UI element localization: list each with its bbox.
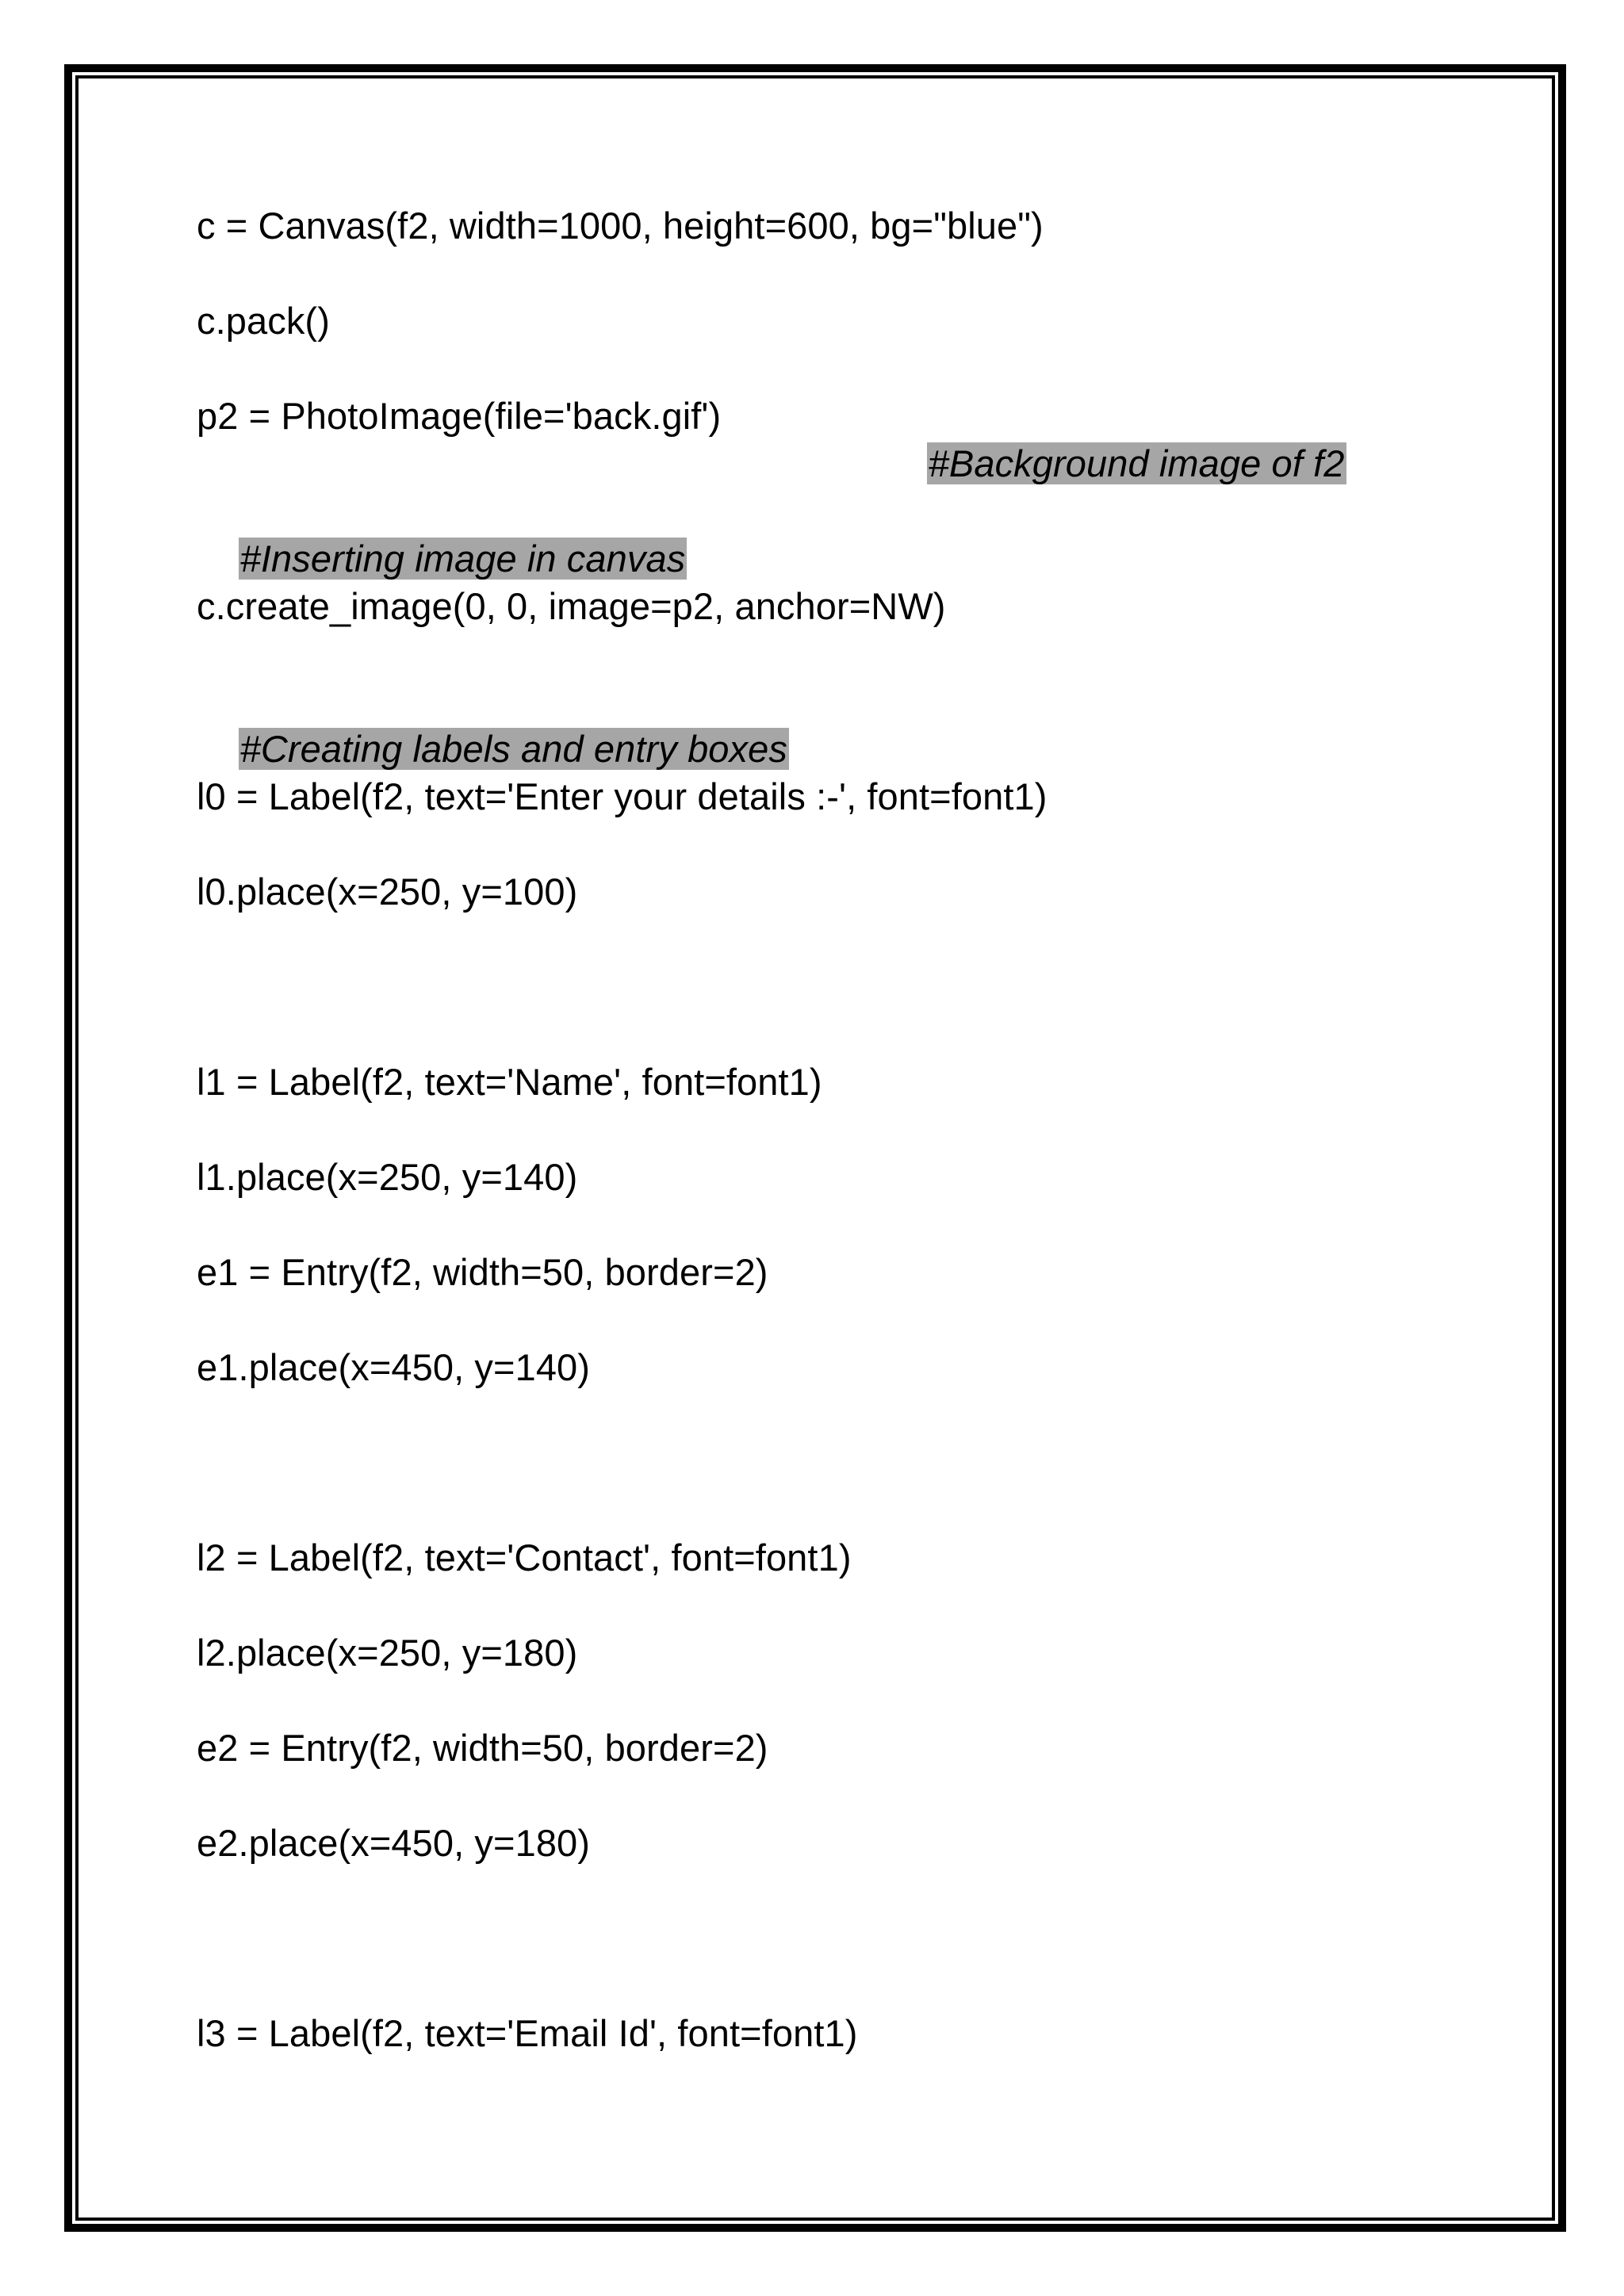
code-line-e1-place: e1.place(x=450, y=140) — [197, 1346, 591, 1388]
code-line-pack: c.pack() — [197, 300, 330, 342]
code-line-l3-label: l3 = Label(f2, text='Email Id', font=font1) — [197, 2012, 858, 2054]
comment-text: #Creating labels and entry boxes — [239, 728, 787, 770]
code-line-l2-label: l2 = Label(f2, text='Contact', font=font1) — [197, 1536, 852, 1578]
code-line-l2-place: l2.place(x=250, y=180) — [197, 1632, 578, 1674]
code-line-l0-label: l0 = Label(f2, text='Enter your details :-', font=font1) — [197, 775, 1048, 817]
code-line-l1-place: l1.place(x=250, y=140) — [197, 1156, 578, 1198]
code-line-e1-entry: e1 = Entry(f2, width=50, border=2) — [197, 1251, 768, 1293]
code-comment-background — [885, 392, 1346, 484]
code-line-create-image: c.create_image(0, 0, image=p2, anchor=NW) — [197, 585, 946, 627]
code-line-l0-place: l0.place(x=250, y=100) — [197, 871, 578, 913]
code-line-canvas: c = Canvas(f2, width=1000, height=600, bg="blue") — [197, 205, 1044, 247]
code-line-photoimage: p2 = PhotoImage(file='back.gif') — [197, 395, 722, 437]
code-comment-creating — [197, 678, 789, 770]
comment-text: #Inserting image in canvas — [239, 538, 686, 580]
code-line-e2-entry: e2 = Entry(f2, width=50, border=2) — [197, 1727, 768, 1769]
code-line-e2-place: e2.place(x=450, y=180) — [197, 1822, 591, 1864]
comment-text: #Background image of f2 — [928, 442, 1345, 484]
code-comment-inserting — [197, 488, 687, 580]
code-line-l1-label: l1 = Label(f2, text='Name', font=font1) — [197, 1061, 822, 1103]
